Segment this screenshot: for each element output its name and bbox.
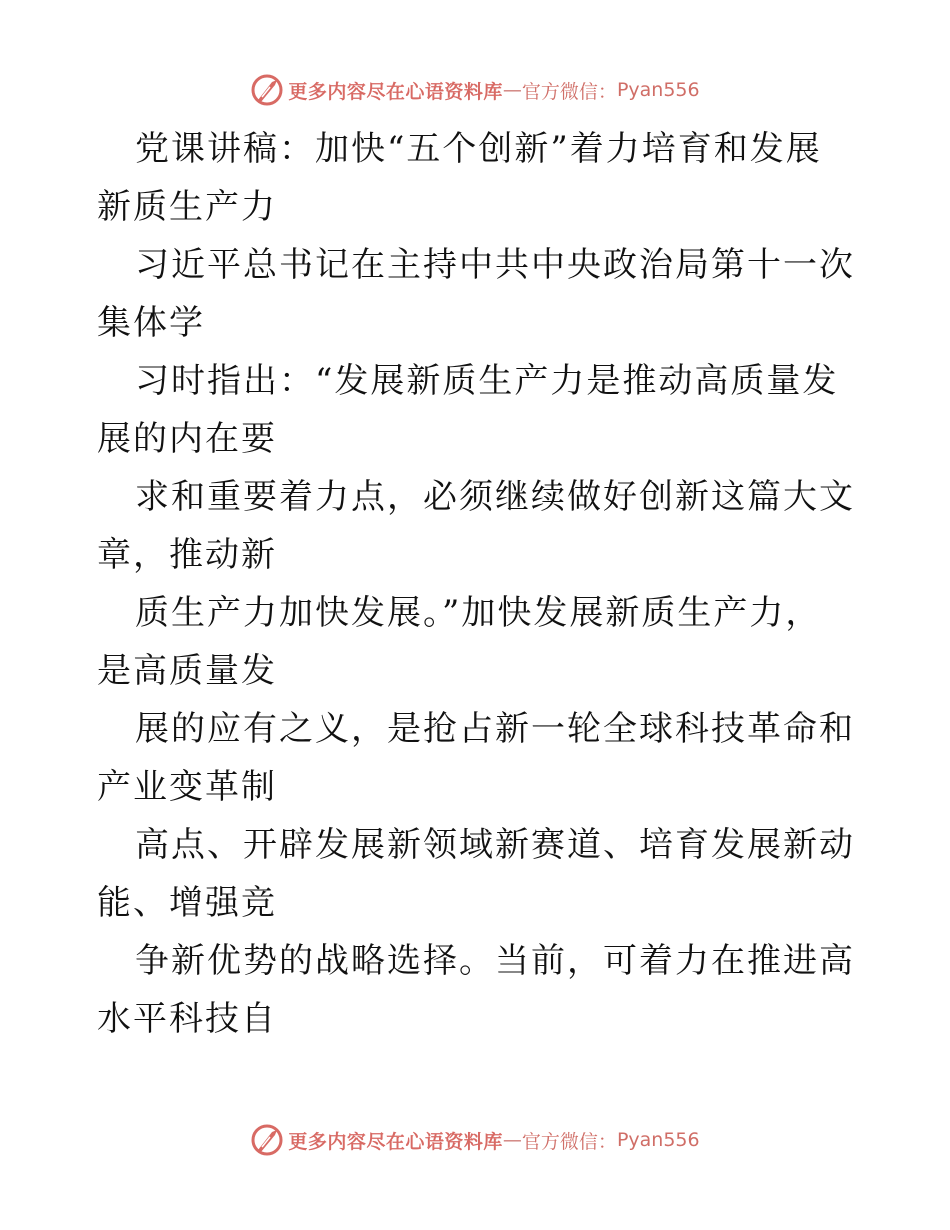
footer-brand-text: 更多内容尽在心语资料库 bbox=[288, 1130, 503, 1153]
document-body bbox=[97, 120, 857, 1048]
paragraph: 习时指出：“发展新质生产力是推动高质量发展的内在要 bbox=[97, 361, 839, 459]
paragraph: 求和重要着力点，必须继续做好创新这篇大文章，推动新 bbox=[97, 477, 855, 575]
paragraph: 高点、开辟发展新领域新赛道、培育发展新动能、增强竞 bbox=[97, 825, 855, 923]
paragraph: 质生产力加快发展。”加快发展新质生产力，是高质量发 bbox=[97, 593, 822, 691]
paragraph: 展的应有之义，是抢占新一轮全球科技革命和产业变革制 bbox=[97, 709, 855, 807]
header-dash: — bbox=[502, 79, 522, 101]
footer-wechat-label: 官方微信： bbox=[521, 1130, 617, 1153]
footer-dash: — bbox=[502, 1129, 522, 1151]
header-brand-text: 更多内容尽在心语资料库 bbox=[288, 80, 503, 103]
paragraph: 争新优势的战略选择。当前，可着力在推进高水平科技自 bbox=[97, 941, 855, 1039]
header-wechat-label: 官方微信： bbox=[521, 80, 617, 103]
quill-pen-logo-icon bbox=[250, 73, 284, 107]
paragraph-title: 党课讲稿：加快“五个创新”着力培育和发展新质生产力 bbox=[97, 129, 822, 227]
paragraph: 习近平总书记在主持中共中央政治局第十一次集体学 bbox=[97, 245, 855, 343]
header-wechat-id: Pyan556 bbox=[616, 79, 700, 101]
footer-watermark bbox=[0, 1120, 950, 1160]
footer-wechat-id: Pyan556 bbox=[616, 1129, 700, 1151]
header-watermark bbox=[0, 70, 950, 110]
quill-pen-logo-icon bbox=[250, 1123, 284, 1157]
